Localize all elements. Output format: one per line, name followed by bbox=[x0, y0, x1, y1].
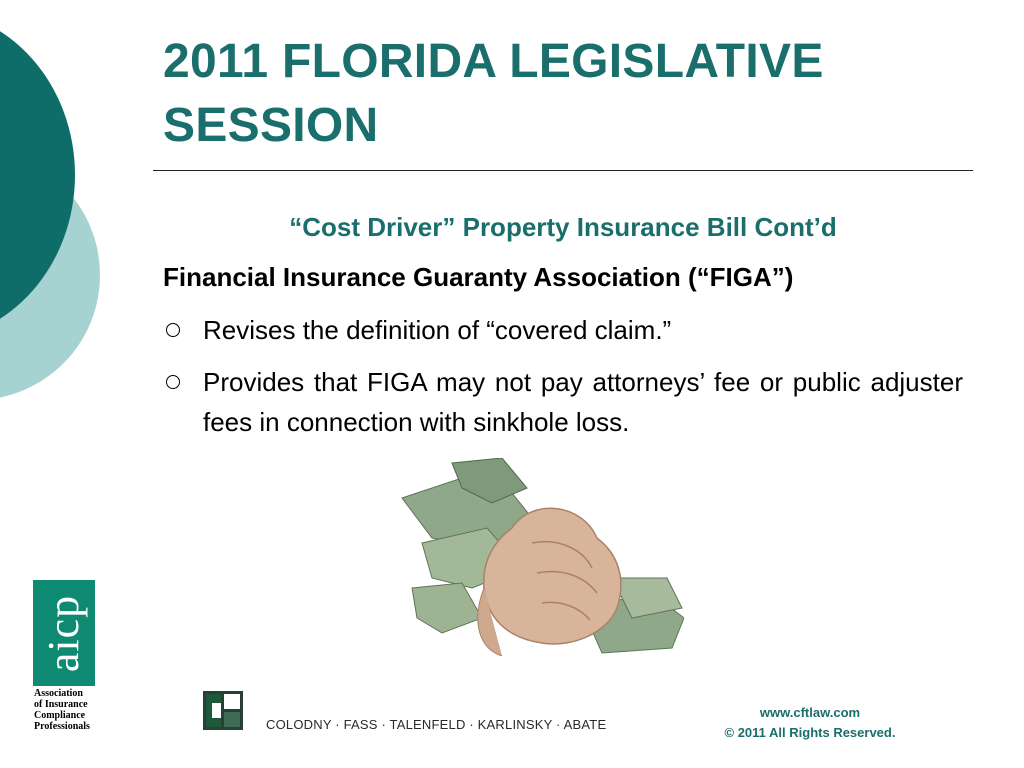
aicp-logo bbox=[33, 580, 95, 686]
footer bbox=[690, 703, 930, 743]
bullet-circle-icon bbox=[166, 375, 180, 389]
aicp-caption-line: Association bbox=[34, 688, 83, 699]
money-fist-image bbox=[392, 458, 684, 656]
section-heading: Financial Insurance Guaranty Association (“FIGA”) bbox=[163, 262, 794, 292]
title-divider bbox=[153, 170, 973, 171]
firm-name: COLODNY · FASS · TALENFELD · KARLINSKY · ABATE bbox=[266, 717, 607, 732]
aicp-logo-mark: aicp bbox=[39, 594, 89, 672]
copyright-text: © 2011 All Rights Reserved. bbox=[724, 725, 896, 740]
aicp-caption bbox=[34, 688, 124, 732]
bullet-item bbox=[163, 310, 963, 350]
firm-logo-mark bbox=[203, 691, 243, 730]
bullet-item bbox=[163, 362, 963, 442]
bullet-list bbox=[163, 310, 963, 454]
bullet-circle-icon bbox=[166, 323, 180, 337]
bullet-text: Revises the definition of “covered claim.” bbox=[203, 315, 672, 345]
slide-subtitle: “Cost Driver” Property Insurance Bill Cont’d bbox=[289, 212, 837, 242]
aicp-caption-line: Compliance bbox=[34, 710, 86, 721]
bullet-text: Provides that FIGA may not pay attorneys’ fee or public adjuster fees in connection with sinkhole loss. bbox=[203, 367, 963, 437]
aicp-caption-line: of Insurance bbox=[34, 699, 88, 710]
slide-title: 2011 FLORIDA LEGISLATIVE SESSION bbox=[163, 35, 824, 152]
aicp-caption-line: Professionals bbox=[34, 721, 90, 732]
website-link[interactable]: www.cftlaw.com bbox=[759, 705, 861, 720]
